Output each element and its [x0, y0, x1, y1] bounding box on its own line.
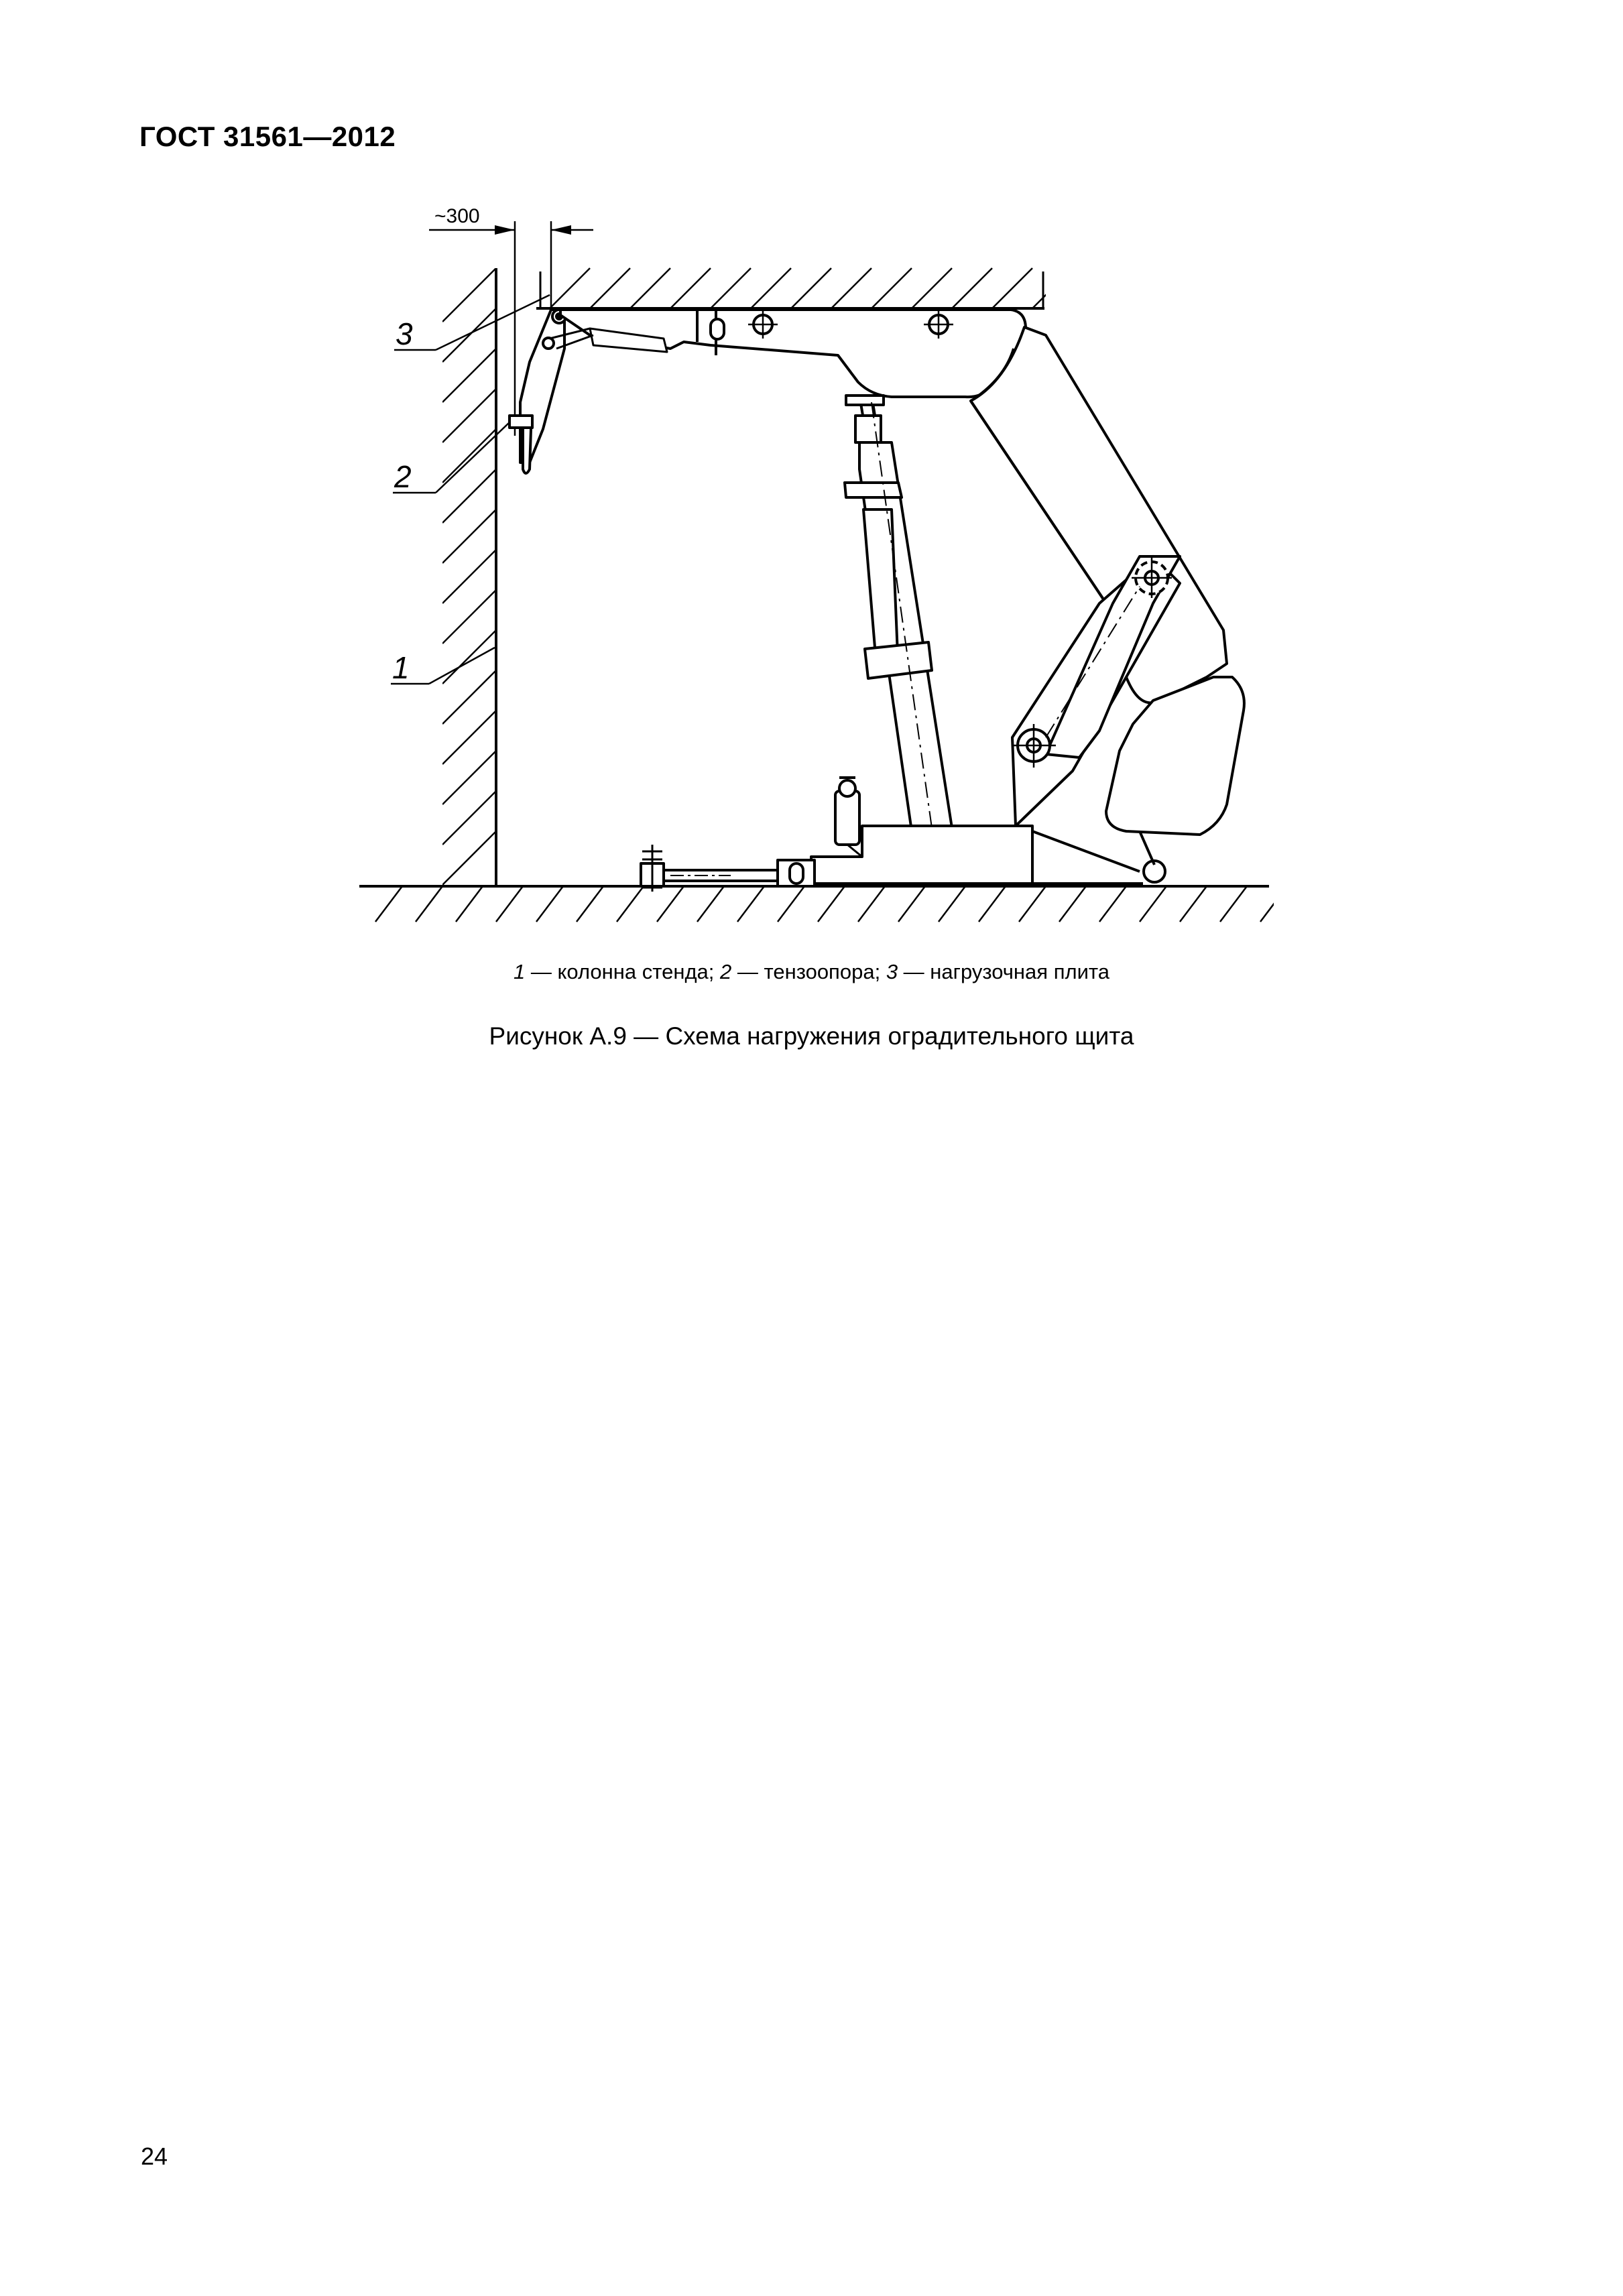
figure-caption: Рисунок А.9 — Схема нагружения оградительного щита [489, 1022, 1134, 1050]
base-skid [641, 778, 1143, 892]
callout-1: 1 [392, 650, 410, 685]
load-plate-assembly [509, 310, 566, 473]
page-number: 24 [141, 2142, 168, 2170]
ceiling-hatch [536, 268, 1073, 308]
legend-text-3: нагрузочная плита [930, 960, 1109, 983]
dimension-300 [429, 221, 593, 436]
hydraulic-leg [845, 396, 952, 831]
dimension-label: ~300 [434, 205, 480, 227]
callout-leaders [391, 295, 550, 684]
figure-legend: 1 — колонна стенда; 2 — тензоопора; 3 — нагрузочная плита [514, 960, 1109, 983]
legend-num-1: 1 [514, 960, 526, 983]
legend-text-1: колонна стенда [557, 960, 709, 983]
legend-num-3: 3 [886, 960, 898, 983]
stand-column-wall [442, 268, 496, 886]
floor-hatch [359, 886, 1287, 922]
tail-block [1106, 677, 1244, 882]
callout-2: 2 [394, 459, 412, 494]
canopy [550, 310, 1026, 397]
legend-text-2: тензоопора [764, 960, 875, 983]
loading-scheme-drawing [0, 0, 1623, 1046]
legend-num-2: 2 [720, 960, 732, 983]
callout-3: 3 [396, 316, 413, 351]
document-header: ГОСТ 31561—2012 [139, 121, 396, 152]
